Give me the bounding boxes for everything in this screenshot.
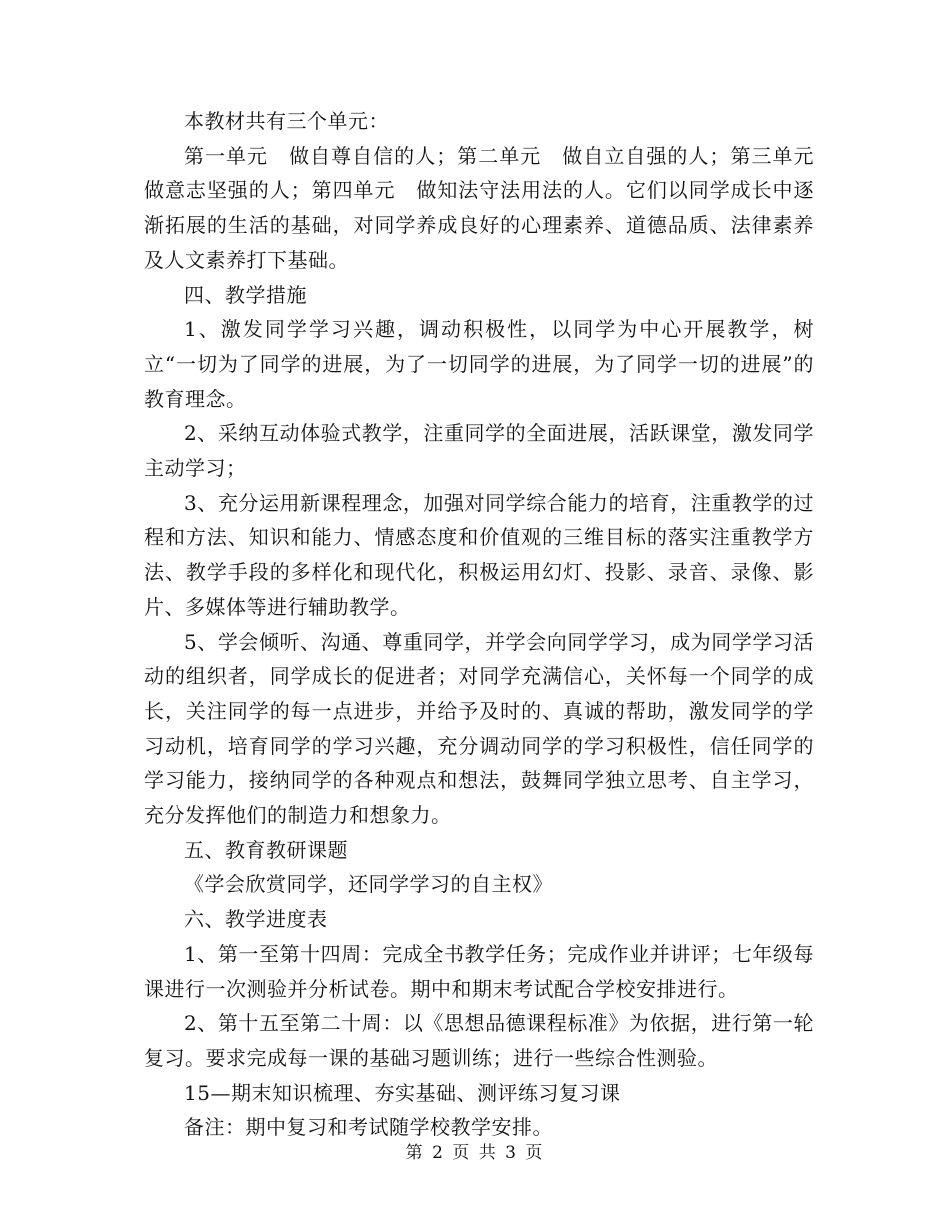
paragraph-measure-3: 3、充分运用新课程理念，加强对同学综合能力的培育，注重教学的过程和方法、知识和能力、情感态度和价值观的三维目标的落实注重教学方法、教学手段的多样化和现代化，积极运用幻灯、投影、录音、录像、影片、多媒体等进行辅助教学。 (144, 490, 814, 619)
heading-schedule: 六、教学进度表 (184, 907, 328, 932)
heading-teaching-measures: 四、教学措施 (184, 282, 307, 307)
paragraph-schedule-1: 1、第一至第十四周：完成全书教学任务；完成作业并讲评；七年级每课进行一次测验并分析试卷。期中和期末考试配合学校安排进行。 (144, 941, 814, 1001)
paragraph-schedule-2: 2、第十五至第二十周：以《思想品德课程标准》为依据，进行第一轮复习。要求完成每一课的基础习题训练；进行一些综合性测验。 (144, 1011, 814, 1070)
document-body (144, 104, 835, 1145)
page-number-footer: 第 2 页 共 3 页 (405, 1143, 545, 1163)
paragraph-measure-1: 1、激发同学学习兴趣，调动积极性，以同学为中心开展教学，树立“一切为了同学的进展，为了一切同学的进展，为了同学一切的进展”的教育理念。 (144, 317, 814, 411)
paragraph-units-list: 第一单元 做自尊自信的人；第二单元 做自立自强的人；第三单元 做意志坚强的人；第四单元 做知法守法用法的人。它们以同学成长中逐渐拓展的生活的基础，对同学养成良好的心理素养、道德品质、法律素养及人文素养打下基础。 (144, 143, 835, 272)
paragraph-schedule-3: 15—期末知识梳理、夯实基础、测评练习复习课 (184, 1080, 621, 1105)
paragraph-units-intro: 本教材共有三个单元： (184, 109, 389, 133)
paragraph-measure-5: 5、学会倾听、沟通、尊重同学，并学会向同学学习，成为同学学习活动的组织者，同学成长的促进者；对同学充满信心，关怀每一个同学的成长，关注同学的每一点进步，并给予及时的、真诚的帮助，激发同学的学习动机，培育同学的学习兴趣，充分调动同学的学习积极性，信任同学的学习能力，接纳同学的各种观点和想法，鼓舞同学独立思考、自主学习，充分发挥他们的制造力和想象力。 (144, 629, 814, 828)
paragraph-remark: 备注：期中复习和考试随学校教学安排。 (184, 1115, 553, 1140)
heading-research-topic: 五、教育教研课题 (184, 837, 348, 862)
paragraph-research-title: 《学会欣赏同学，还同学学习的自主权》 (184, 872, 553, 897)
paragraph-measure-2: 2、采纳互动体验式教学，注重同学的全面进展，活跃课堂，激发同学主动学习； (144, 421, 814, 481)
